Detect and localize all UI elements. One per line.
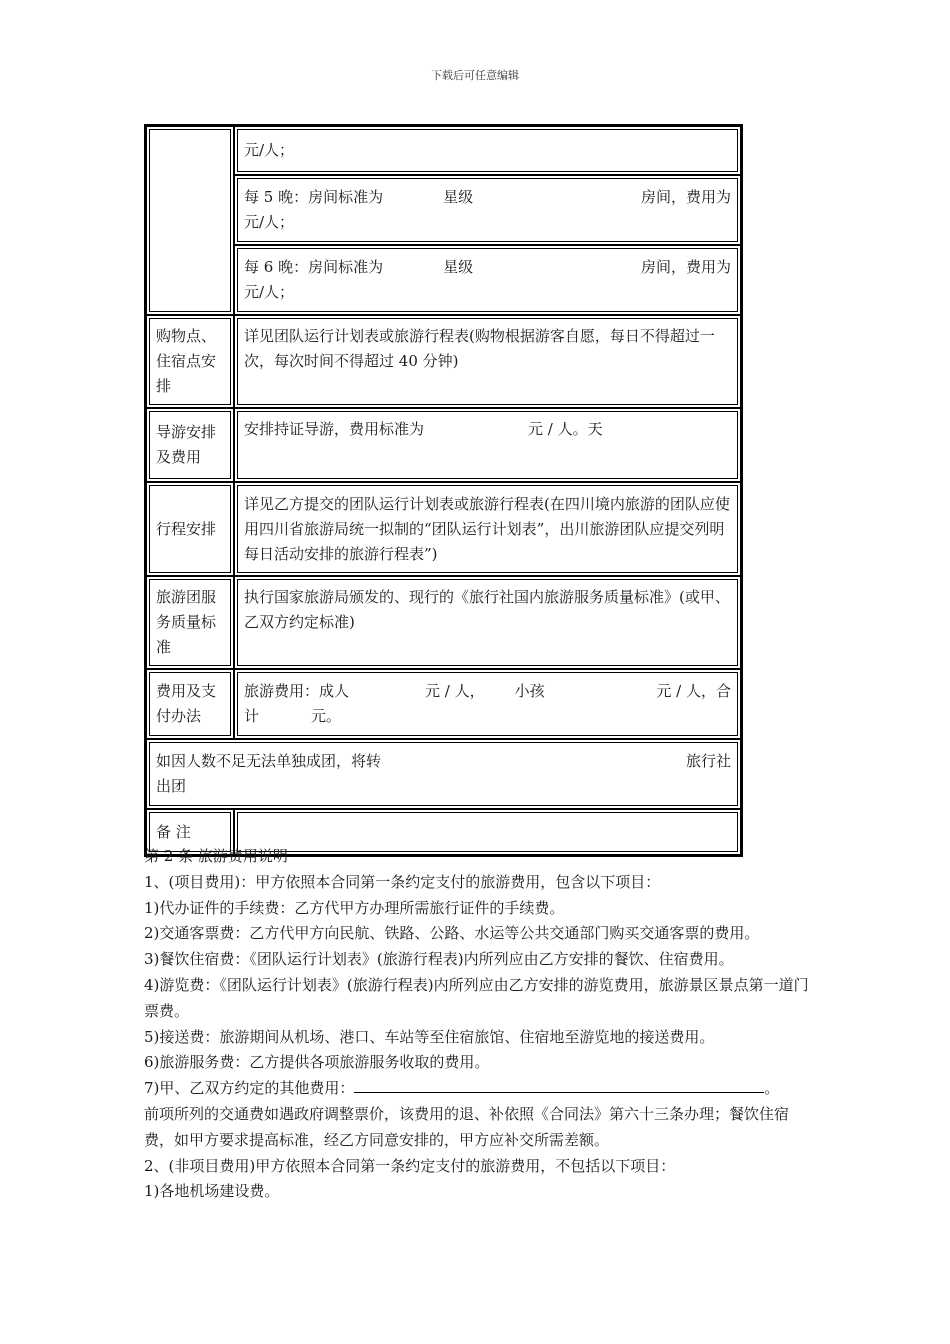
payment-total-label: 计	[244, 707, 260, 725]
guide-fee-unit: 元 / 人。天	[528, 420, 603, 438]
transfer-tail: 出团	[156, 777, 187, 795]
night5-unit: 元/人；	[244, 213, 295, 231]
remarks-label: 备 注	[146, 809, 234, 855]
itinerary-content: 详见乙方提交的团队运行计划表或旅游行程表(在四川境内旅游的团队应使用四川省旅游局统一拟制的“团队运行计划表”，出川旅游团队应提交列明每日活动安排的旅游行程表”)	[234, 482, 741, 576]
night5-room-standard: 每 5 晚：房间标准为	[244, 188, 384, 206]
item-7	[144, 1076, 809, 1102]
night6-star: 星级	[443, 258, 474, 276]
transfer-agency: 旅行社	[685, 752, 731, 770]
contract-table	[144, 124, 743, 857]
item-1: 1)代办证件的手续费：乙方代甲方办理所需旅行证件的手续费。	[144, 898, 565, 917]
payment-total-unit: 元。	[311, 707, 342, 725]
guide-label: 导游安排及费用	[146, 408, 234, 482]
payment-label: 费用及支付办法	[146, 669, 234, 739]
accommodation-tail-text: 元/人；	[244, 141, 295, 159]
night6-unit: 元/人；	[244, 283, 295, 301]
shopping-label: 购物点、住宿点安排	[146, 315, 234, 408]
accommodation-label-cell	[146, 126, 234, 315]
payment-content	[234, 669, 741, 739]
quality-content: 执行国家旅游局颁发的、现行的《旅行社国内旅游服务质量标准》(或甲、乙双方约定标准)	[234, 576, 741, 669]
guide-content	[234, 408, 741, 482]
night6-room-fee: 房间，费用为	[640, 258, 731, 276]
transfer-text: 如因人数不足无法单独成团，将转	[156, 752, 382, 770]
payment-child: 小孩	[514, 682, 545, 700]
item-5: 5)接送费：旅游期间从机场、港口、车站等至住宿旅馆、住宿地至游览地的接送费用。	[144, 1027, 715, 1046]
transfer-cell	[146, 739, 741, 809]
item-7-blank	[354, 1076, 764, 1093]
night5-room-fee: 房间，费用为	[640, 188, 731, 206]
night6-room-standard: 每 6 晚：房间标准为	[244, 258, 384, 276]
night5-star: 星级	[443, 188, 474, 206]
item-fees-intro: 1、(项目费用)：甲方依照本合同第一条约定支付的旅游费用，包含以下项目：	[144, 872, 661, 891]
item-7-period: 。	[764, 1079, 780, 1098]
article-2-title: 第 2 条 旅游费用说明	[144, 847, 288, 865]
non-item-fees-intro: 2、(非项目费用)甲方依照本合同第一条约定支付的旅游费用，不包括以下项目：	[144, 1156, 676, 1175]
price-adjustment-note: 前项所列的交通费如遇政府调整票价，该费用的退、补依照《合同法》第六十三条办理；餐饮住宿费，如甲方要求提高标准，经乙方同意安排的，甲方应补交所需差额。	[144, 1104, 790, 1149]
accommodation-night6-cell	[234, 245, 741, 315]
payment-child-unit: 元 / 人，合	[656, 682, 731, 700]
body-text	[144, 844, 809, 1205]
item-3: 3)餐饮住宿费：《团队运行计划表》(旅游行程表)内所列应由乙方安排的餐饮、住宿费用。	[144, 950, 734, 969]
shopping-content: 详见团队运行计划表或旅游行程表(购物根据游客自愿，每日不得超过一次，每次时间不得超过 40 分钟)	[234, 315, 741, 408]
item-7-label: 7)甲、乙双方约定的其他费用：	[144, 1079, 355, 1098]
accommodation-night5-cell	[234, 175, 741, 245]
header-note: 下载后可任意编辑	[431, 69, 519, 82]
item-4: 4)游览费：《团队运行计划表》(旅游行程表)内所列应由乙方安排的游览费用，旅游景区景点第一道门票费。	[144, 975, 809, 1020]
payment-adult-unit: 元 / 人，	[425, 682, 485, 700]
item-2: 2)交通客票费：乙方代甲方向民航、铁路、公路、水运等公共交通部门购买交通客票的费用。	[144, 924, 760, 943]
non-item-1: 1)各地机场建设费。	[144, 1182, 280, 1201]
quality-label: 旅游团服务质量标准	[146, 576, 234, 669]
accommodation-tail-cell	[234, 126, 741, 175]
item-6: 6)旅游服务费：乙方提供各项旅游服务收取的费用。	[144, 1053, 490, 1072]
itinerary-label: 行程安排	[146, 482, 234, 576]
guide-fee-standard: 安排持证导游，费用标准为	[244, 420, 425, 438]
payment-adult: 旅游费用：成人	[244, 682, 350, 700]
